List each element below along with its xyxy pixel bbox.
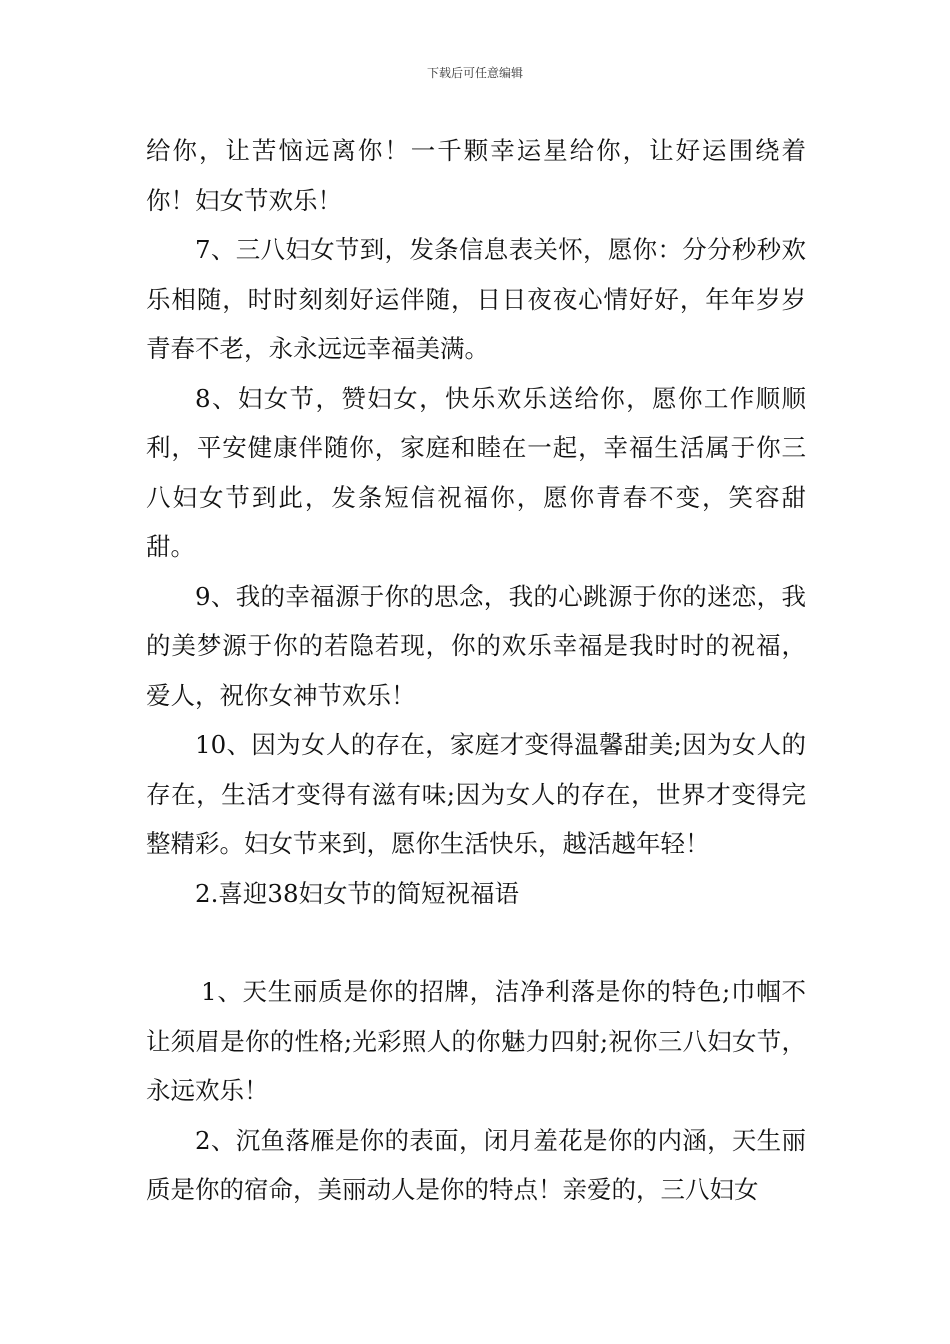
blank-line [146,918,806,967]
paragraph-continued: 给你，让苦恼远离你！一千颗幸运星给你，让好运围绕着你！妇女节欢乐！ [146,136,806,215]
section-paragraph-item-2: 2、沉鱼落雁是你的表面，闭月羞花是你的内涵，天生丽质是你的宿命，美丽动人是你的特点！亲爱的，三八妇女 [146,1125,806,1204]
paragraph-item-9: 9、我的幸福源于你的思念，我的心跳源于你的迷恋，我的美梦源于你的若隐若现，你的欢乐幸福是我时时的祝福，爱人，祝你女神节欢乐！ [146,581,806,710]
paragraph-item-7: 7、三八妇女节到，发条信息表关怀，愿你：分分秒秒欢乐相随，时时刻刻好运伴随，日日夜夜心情好好，年年岁岁青春不老，永永远远幸福美满。 [146,235,806,363]
document-body [146,126,806,1215]
paragraph-item-8: 8、妇女节，赞妇女，快乐欢乐送给你，愿你工作顺顺利，平安健康伴随你，家庭和睦在一起，幸福生活属于你三八妇女节到此，发条短信祝福你，愿你青春不变，笑容甜甜。 [146,383,806,561]
paragraph-item-10: 10、因为女人的存在，家庭才变得温馨甜美;因为女人的存在，生活才变得有滋有味;因为女人的存在，世界才变得完整精彩。妇女节来到，愿你生活快乐，越活越年轻！ [146,730,806,858]
page-header: 下载后可任意编辑 [426,66,523,80]
section-paragraph-item-1: 1、天生丽质是你的招牌，洁净利落是你的特色;巾帼不让须眉是你的性格;光彩照人的你魅力四射;祝你三八妇女节，永远欢乐！ [146,977,806,1105]
section-heading: 2.喜迎38妇女节的简短祝福语 [195,878,520,908]
